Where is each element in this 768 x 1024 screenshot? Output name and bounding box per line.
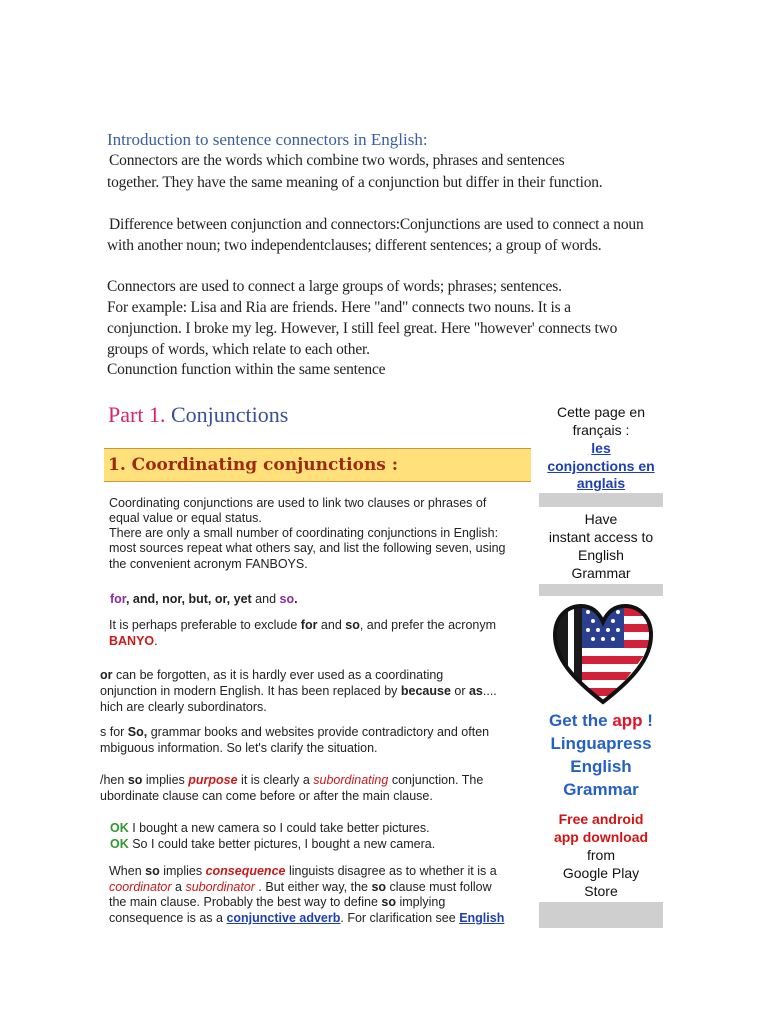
app-ad-line[interactable]: Linguapress bbox=[550, 734, 652, 753]
body-line: the convenient acronym FANBOYS. bbox=[109, 557, 308, 571]
french-page-link[interactable]: anglais bbox=[576, 475, 626, 491]
section-heading: 1. Coordinating conjunctions : bbox=[108, 455, 399, 475]
android-download-link[interactable]: Free android bbox=[558, 811, 644, 827]
body-line: most sources repeat what others say, and list the following seven, using bbox=[109, 541, 506, 555]
french-page-link[interactable]: les bbox=[591, 440, 611, 456]
body-line: /hen so implies purpose it is clearly a subordinating conjunction. The bbox=[100, 773, 484, 787]
app-ad-line[interactable]: English bbox=[570, 757, 632, 776]
banyo-acronym: BANYO. bbox=[109, 634, 158, 648]
body-line: or can be forgotten, as it is hardly ever used as a coordinating bbox=[100, 668, 444, 682]
body-line: When so implies consequence linguists disagree as to whether it is a bbox=[109, 864, 497, 878]
intro-line: with another noun; two independentclauses; different sentences; a group of words. bbox=[107, 237, 602, 254]
intro-line: Conunction function within the same sentence bbox=[107, 361, 386, 378]
store-text: Google Play bbox=[562, 865, 640, 881]
body-line: Coordinating conjunctions are used to link two clauses or phrases of bbox=[109, 496, 487, 510]
store-text: from bbox=[587, 847, 615, 863]
intro-line: groups of words, which relate to each other. bbox=[107, 341, 370, 358]
body-line: the main clause. Probably the best way to define so implying bbox=[109, 895, 446, 909]
app-ad-line[interactable]: Grammar bbox=[563, 780, 639, 799]
fanboys-list: for, and, nor, but, or, yet and so. bbox=[110, 592, 298, 606]
intro-line: Connectors are used to connect a large groups of words; phrases; sentences. bbox=[107, 278, 562, 295]
intro-line: Difference between conjunction and connectors:Conjunctions are used to connect a noun bbox=[109, 216, 644, 233]
body-line: coordinator a subordinator . But either way, the so clause must follow bbox=[109, 880, 492, 894]
intro-line: For example: Lisa and Ria are friends. Here "and" connects two nouns. It is a bbox=[107, 299, 571, 316]
store-text: Store bbox=[584, 883, 618, 899]
intro-line: together. They have the same meaning of a conjunction but differ in their function. bbox=[107, 174, 603, 191]
english-link[interactable]: English bbox=[459, 911, 505, 925]
sidebar-lang-text: Cette page en bbox=[557, 404, 645, 420]
app-ad-line[interactable]: Get the app ! bbox=[549, 711, 653, 730]
body-line: hich are clearly subordinators. bbox=[100, 700, 267, 714]
body-line: There are only a small number of coordinating conjunctions in English: bbox=[109, 526, 499, 540]
sidebar-lang-text: français : bbox=[572, 422, 630, 438]
body-line: s for So, grammar books and websites provide contradictory and often bbox=[100, 725, 490, 739]
example-line: OK So I could take better pictures, I bought a new camera. bbox=[110, 837, 436, 851]
french-page-link[interactable]: conjonctions en bbox=[547, 458, 655, 474]
example-line: OK I bought a new camera so I could take better pictures. bbox=[110, 821, 430, 835]
promo-text: Grammar bbox=[571, 565, 631, 581]
banyo-line: It is perhaps preferable to exclude for and so, and prefer the acronym bbox=[109, 618, 497, 632]
intro-line: Connectors are the words which combine two words, phrases and sentences bbox=[109, 152, 565, 169]
android-download-link[interactable]: app download bbox=[553, 829, 649, 845]
promo-text: English bbox=[578, 547, 624, 563]
sidebar-divider bbox=[539, 584, 663, 596]
body-line: ubordinate clause can come before or after the main clause. bbox=[100, 789, 433, 803]
sidebar-divider bbox=[539, 493, 663, 507]
part-label: Part 1. bbox=[108, 402, 166, 427]
body-line: consequence is as a conjunctive adverb. For clarification see English bbox=[109, 911, 505, 925]
intro-line: conjunction. I broke my leg. However, I still feel great. Here "however' connects two bbox=[107, 320, 618, 337]
sidebar-divider bbox=[539, 902, 663, 928]
body-line: mbiguous information. So let's clarify the situation. bbox=[100, 741, 378, 755]
sidebar bbox=[539, 398, 663, 928]
conjunctive-adverb-link[interactable]: conjunctive adverb bbox=[226, 911, 341, 925]
linguapress-heart-logo-icon[interactable] bbox=[552, 602, 654, 708]
part-title: Conjunctions bbox=[170, 402, 289, 427]
intro-title: Introduction to sentence connectors in English: bbox=[107, 130, 428, 149]
promo-text: Have bbox=[584, 511, 618, 527]
part-heading bbox=[108, 402, 288, 428]
body-line: onjunction in modern English. It has been replaced by because or as.... bbox=[100, 684, 497, 698]
body-line: equal value or equal status. bbox=[109, 511, 262, 525]
promo-text: instant access to bbox=[548, 529, 654, 545]
